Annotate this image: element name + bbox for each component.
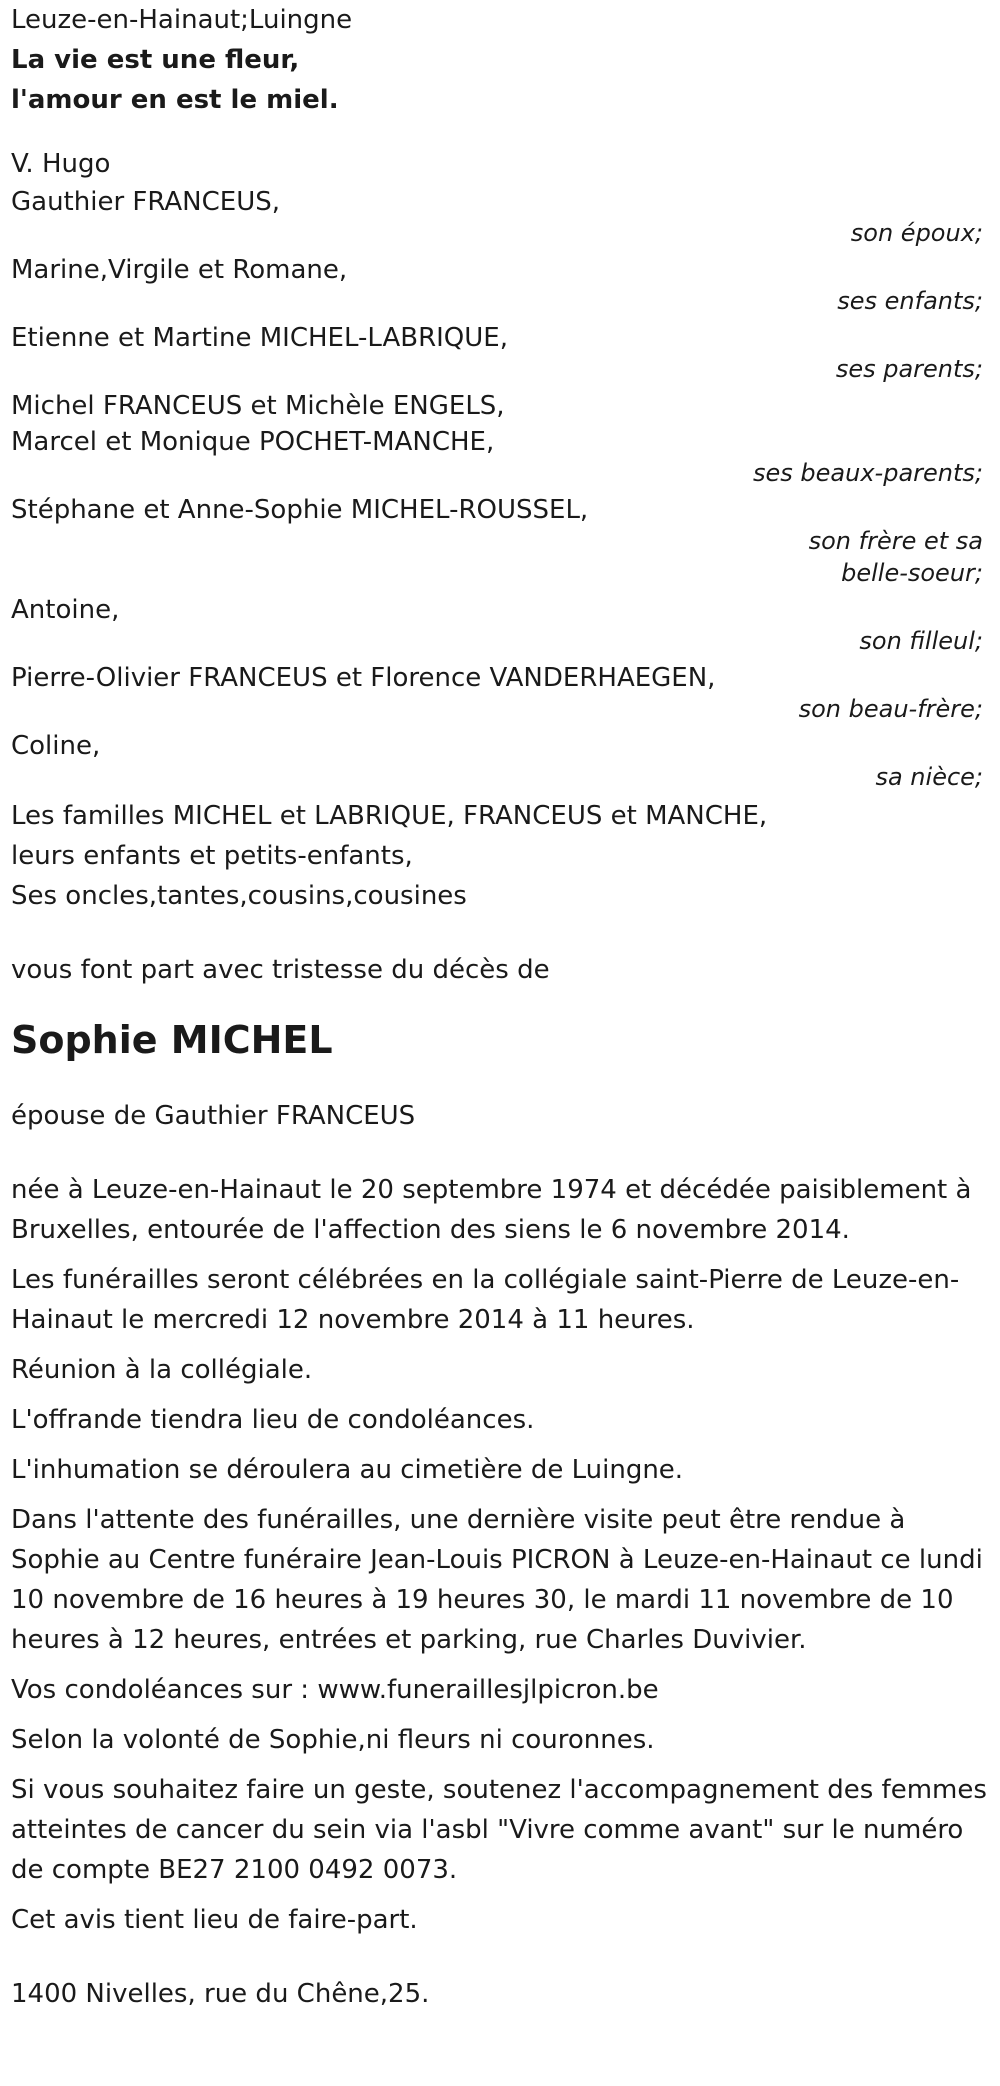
family-relation: son filleul;	[859, 627, 983, 655]
family-names: Pierre-Olivier FRANCEUS et Florence VANDERHAEGEN,	[11, 663, 716, 693]
address-line: 1400 Nivelles, rue du Chêne,25.	[11, 1979, 430, 2009]
family-names: Antoine,	[11, 595, 120, 625]
location-line: Leuze-en-Hainaut;Luingne	[11, 5, 353, 35]
spouse-line: épouse de Gauthier FRANCEUS	[11, 1101, 416, 1131]
extended-family-line-2: leurs enfants et petits-enfants,	[11, 841, 413, 871]
extended-family	[11, 796, 989, 916]
visitation-paragraph: Dans l'attente des funérailles, une dernière visite peut être rendue à Sophie au Centre funéraire Jean-Louis PICRON à Leuze-en-Hainaut ce lundi 10 novembre de 16 heures à 19 heures 30, le mardi 11 novembre de 10 heures à 12 heures, entrées et parking, rue Charles Duvivier.	[11, 1505, 983, 1655]
family-names: Michel FRANCEUS et Michèle ENGELS,	[11, 391, 505, 421]
family-names: Coline,	[11, 731, 101, 761]
family-relation: ses beaux-parents;	[753, 459, 983, 487]
spacer	[11, 1136, 989, 1170]
family-entry	[11, 660, 989, 726]
family-names: Stéphane et Anne-Sophie MICHEL-ROUSSEL,	[11, 495, 589, 525]
family-relation: son beau-frère;	[798, 695, 983, 723]
spacer	[11, 120, 989, 144]
family-names-2: Marcel et Monique POCHET-MANCHE,	[11, 427, 495, 457]
family-entry	[11, 492, 989, 590]
details	[11, 1170, 989, 1940]
family-entry	[11, 388, 989, 490]
family-names: Gauthier FRANCEUS,	[11, 187, 280, 217]
quote-author: V. Hugo	[11, 149, 111, 179]
spacer	[11, 1950, 989, 1974]
no-flowers-paragraph: Selon la volonté de Sophie,ni fleurs ni couronnes.	[11, 1725, 655, 1755]
family-relation: son époux;	[850, 219, 983, 247]
family-entry	[11, 728, 989, 794]
online-condolences-paragraph: Vos condoléances sur : www.funeraillesjlpicron.be	[11, 1675, 659, 1705]
deceased-name: Sophie MICHEL	[11, 1018, 333, 1062]
quote-line-1: La vie est une fleur,	[11, 45, 300, 75]
family-relation-2: belle-soeur;	[841, 559, 983, 587]
family-entry	[11, 252, 989, 318]
announcement-text: vous font part avec tristesse du décès de	[11, 955, 550, 985]
funeral-paragraph: Les funérailles seront célébrées en la collégiale saint-Pierre de Leuze-en-Hainaut le mercredi 12 novembre 2014 à 11 heures.	[11, 1265, 960, 1335]
family-list	[11, 184, 989, 794]
donation-paragraph: Si vous souhaitez faire un geste, soutenez l'accompagnement des femmes atteintes de cancer du sein via l'asbl "Vivre comme avant" sur le numéro de compte BE27 2100 0492 0073.	[11, 1775, 987, 1885]
family-relation: ses parents;	[835, 355, 983, 383]
quote-line-2: l'amour en est le miel.	[11, 85, 339, 115]
family-names: Marine,Virgile et Romane,	[11, 255, 348, 285]
condolences-offering-paragraph: L'offrande tiendra lieu de condoléances.	[11, 1405, 535, 1435]
burial-paragraph: L'inhumation se déroulera au cimetière de Luingne.	[11, 1455, 684, 1485]
family-relation: son frère et sa	[808, 527, 983, 555]
family-relation: ses enfants;	[837, 287, 983, 315]
extended-family-line-3: Ses oncles,tantes,cousins,cousines	[11, 881, 467, 911]
meeting-paragraph: Réunion à la collégiale.	[11, 1355, 313, 1385]
extended-family-line-1: Les familles MICHEL et LABRIQUE, FRANCEUS et MANCHE,	[11, 801, 768, 831]
notice-paragraph: Cet avis tient lieu de faire-part.	[11, 1905, 418, 1935]
family-names: Etienne et Martine MICHEL-LABRIQUE,	[11, 323, 508, 353]
family-entry	[11, 592, 989, 658]
birth-death-paragraph: née à Leuze-en-Hainaut le 20 septembre 1974 et décédée paisiblement à Bruxelles, entourée de l'affection des siens le 6 novembre 2014.	[11, 1175, 972, 1245]
family-entry	[11, 184, 989, 250]
spacer	[11, 916, 989, 950]
family-relation: sa nièce;	[875, 763, 983, 791]
family-entry	[11, 320, 989, 386]
